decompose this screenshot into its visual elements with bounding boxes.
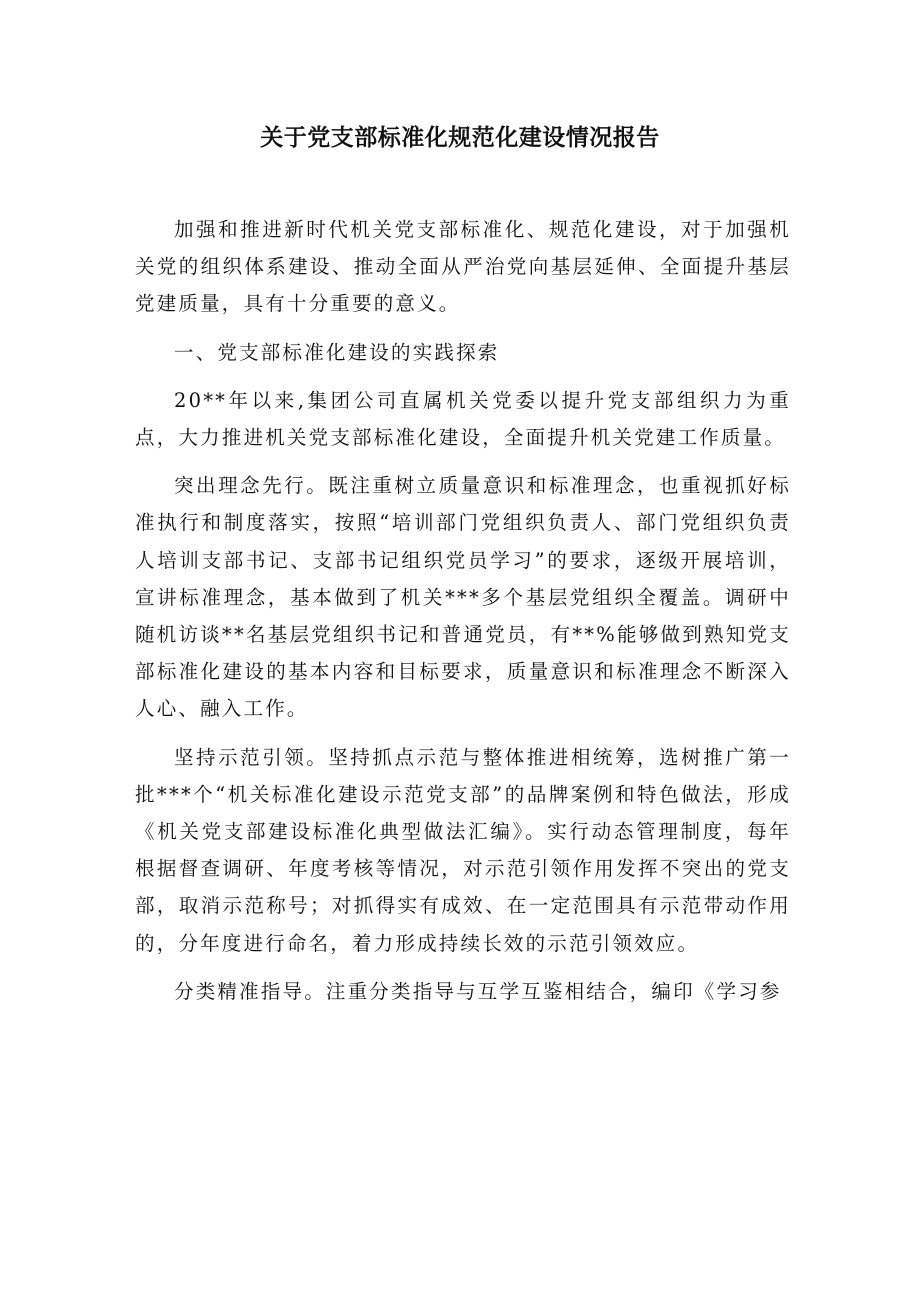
paragraph-overview: 20**年以来,集团公司直属机关党委以提升党支部组织力为重点，大力推进机关党支部标准化建设，全面提升机关党建工作质量。: [135, 388, 791, 450]
document-title: 关于党支部标准化规范化建设情况报告: [260, 125, 660, 151]
paragraph-demonstration: 坚持示范引领。坚持抓点示范与整体推进相统筹，选树推广第一批***个“机关标准化建设示范党支部”的品牌案例和特色做法，形成《机关党支部建设标准化典型做法汇编》。实行动态管理制度，每年根据督查调研、年度考核等情况，对示范引领作用发挥不突出的党支部，取消示范称号；对抓得实有成效、在一定范围具有示范带动作用的，分年度进行命名，着力形成持续长效的示范引领效应。: [135, 745, 791, 955]
document-body: [135, 211, 791, 1021]
paragraph-guidance: 分类精准指导。注重分类指导与互学互鉴相结合，编印《学习参: [174, 979, 782, 1003]
paragraph-concept-first: 突出理念先行。既注重树立质量意识和标准理念，也重视抓好标准执行和制度落实，按照“培训部门党组织负责人、部门党组织负责人培训支部书记、支部书记组织党员学习”的要求，逐级开展培训，宣讲标准理念，基本做到了机关***多个基层党组织全覆盖。调研中随机访谈**名基层党组织书记和普通党员，有**%能够做到熟知党支部标准化建设的基本内容和目标要求，质量意识和标准理念不断深入人心、融入工作。: [135, 474, 791, 721]
paragraph-intro: 加强和推进新时代机关党支部标准化、规范化建设，对于加强机关党的组织体系建设、推动全面从严治党向基层延伸、全面提升基层党建质量，具有十分重要的意义。: [135, 218, 791, 316]
section-heading: 一、党支部标准化建设的实践探索: [174, 340, 500, 364]
